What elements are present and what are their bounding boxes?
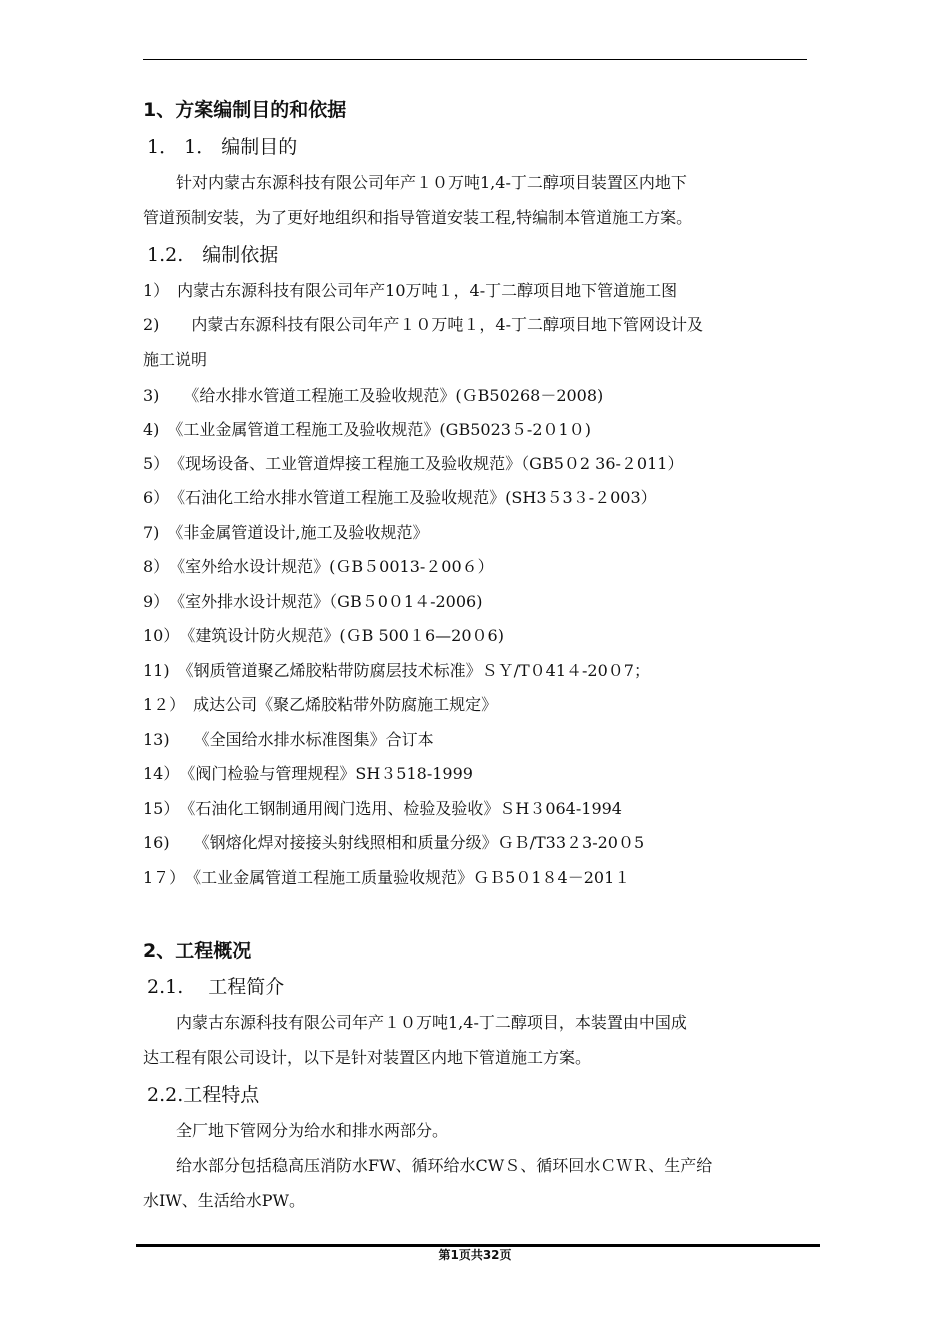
reference-item: 4) 《工业金属管道工程施工及验收规范》(GB5023５-2０1０) (143, 420, 591, 439)
section-1-heading: 1、方案编制目的和依据 (143, 99, 347, 121)
page-number-footer: 第1页共32页 (438, 1248, 512, 1262)
reference-item: 2) 内蒙古东源科技有限公司年产１０万吨１，4-丁二醇项目地下管网设计及 (143, 315, 704, 334)
reference-item: 3) 《给水排水管道工程施工及验收规范》(ＧB50268－2008) (143, 386, 604, 405)
reference-item: 7) 《非金属管道设计,施工及验收规范》 (143, 523, 429, 542)
section-2-2-body-line-2: 给水部分包括稳高压消防水FW、循环给水CWＳ、循环回水ＣＷＲ、生产给 (176, 1156, 713, 1175)
reference-item: 9） 《室外排水设计规范》（GB５0０1４-2006) (143, 592, 483, 611)
section-2-1-body-line-1: 内蒙古东源科技有限公司年产１０万吨1,4-丁二醇项目，本装置由中国成 (176, 1013, 687, 1032)
header-rule (143, 59, 807, 60)
reference-item: 5） 《现场设备、工业管道焊接工程施工及验收规范》（GB5０2 36-２011） (143, 454, 684, 473)
reference-item: 16) 《钢熔化焊对接接头射线照相和质量分级》ＧＢ/T33２3-20０5 (143, 833, 645, 852)
section-2-1-body-line-2: 达工程有限公司设计，以下是针对装置区内地下管道施工方案。 (143, 1048, 592, 1067)
section-2-heading: 2、工程概况 (143, 940, 252, 962)
section-1-1-body-line-2: 管道预制安装，为了更好地组织和指导管道安装工程,特编制本管道施工方案。 (143, 208, 693, 227)
reference-item: 14） 《阀门检验与管理规程》SH３518-1999 (143, 764, 473, 783)
section-1-1-body-line-1: 针对内蒙古东源科技有限公司年产１０万吨1,4-丁二醇项目装置区内地下 (176, 173, 687, 192)
reference-item: 8） 《室外给水设计规范》(ＧB５0013-２00６） (143, 557, 494, 576)
section-2-1-heading: 2.1. 工程简介 (147, 976, 285, 998)
reference-item: 1２） 成达公司《聚乙烯胶粘带外防腐施工规定》 (143, 695, 498, 714)
reference-item: 1） 内蒙古东源科技有限公司年产10万吨１，4-丁二醇项目地下管道施工图 (143, 281, 678, 300)
section-1-2-heading: 1.2. 编制依据 (147, 244, 279, 266)
reference-item: 1７） 《工业金属管道工程施工质量验收规范》ＧＢ5０1８4－201１ (143, 868, 631, 887)
reference-item: 10） 《建筑设计防火规范》(ＧB 500１6—20０6) (143, 626, 504, 645)
section-1-1-heading: 1． 1． 编制目的 (147, 136, 298, 158)
reference-item: 15） 《石油化工钢制通用阀门选用、检验及验收》ＳH３064-1994 (143, 799, 622, 818)
reference-item: 11) 《钢质管道聚乙烯胶粘带防腐层技术标准》ＳＹ/T０41４-20０7； (143, 661, 650, 680)
section-2-2-body-line-1: 全厂地下管网分为给水和排水两部分。 (176, 1121, 449, 1140)
footer-rule (136, 1244, 820, 1247)
reference-item: 13) 《全国给水排水标准图集》合订本 (143, 730, 434, 749)
reference-item: 6） 《石油化工给水排水管道工程施工及验收规范》(SH3５3３-２003） (143, 488, 657, 507)
reference-item: 施工说明 (143, 350, 208, 369)
section-2-2-heading: 2.2.工程特点 (147, 1084, 260, 1106)
section-2-2-body-line-3: 水IW、生活给水PW。 (143, 1191, 305, 1210)
